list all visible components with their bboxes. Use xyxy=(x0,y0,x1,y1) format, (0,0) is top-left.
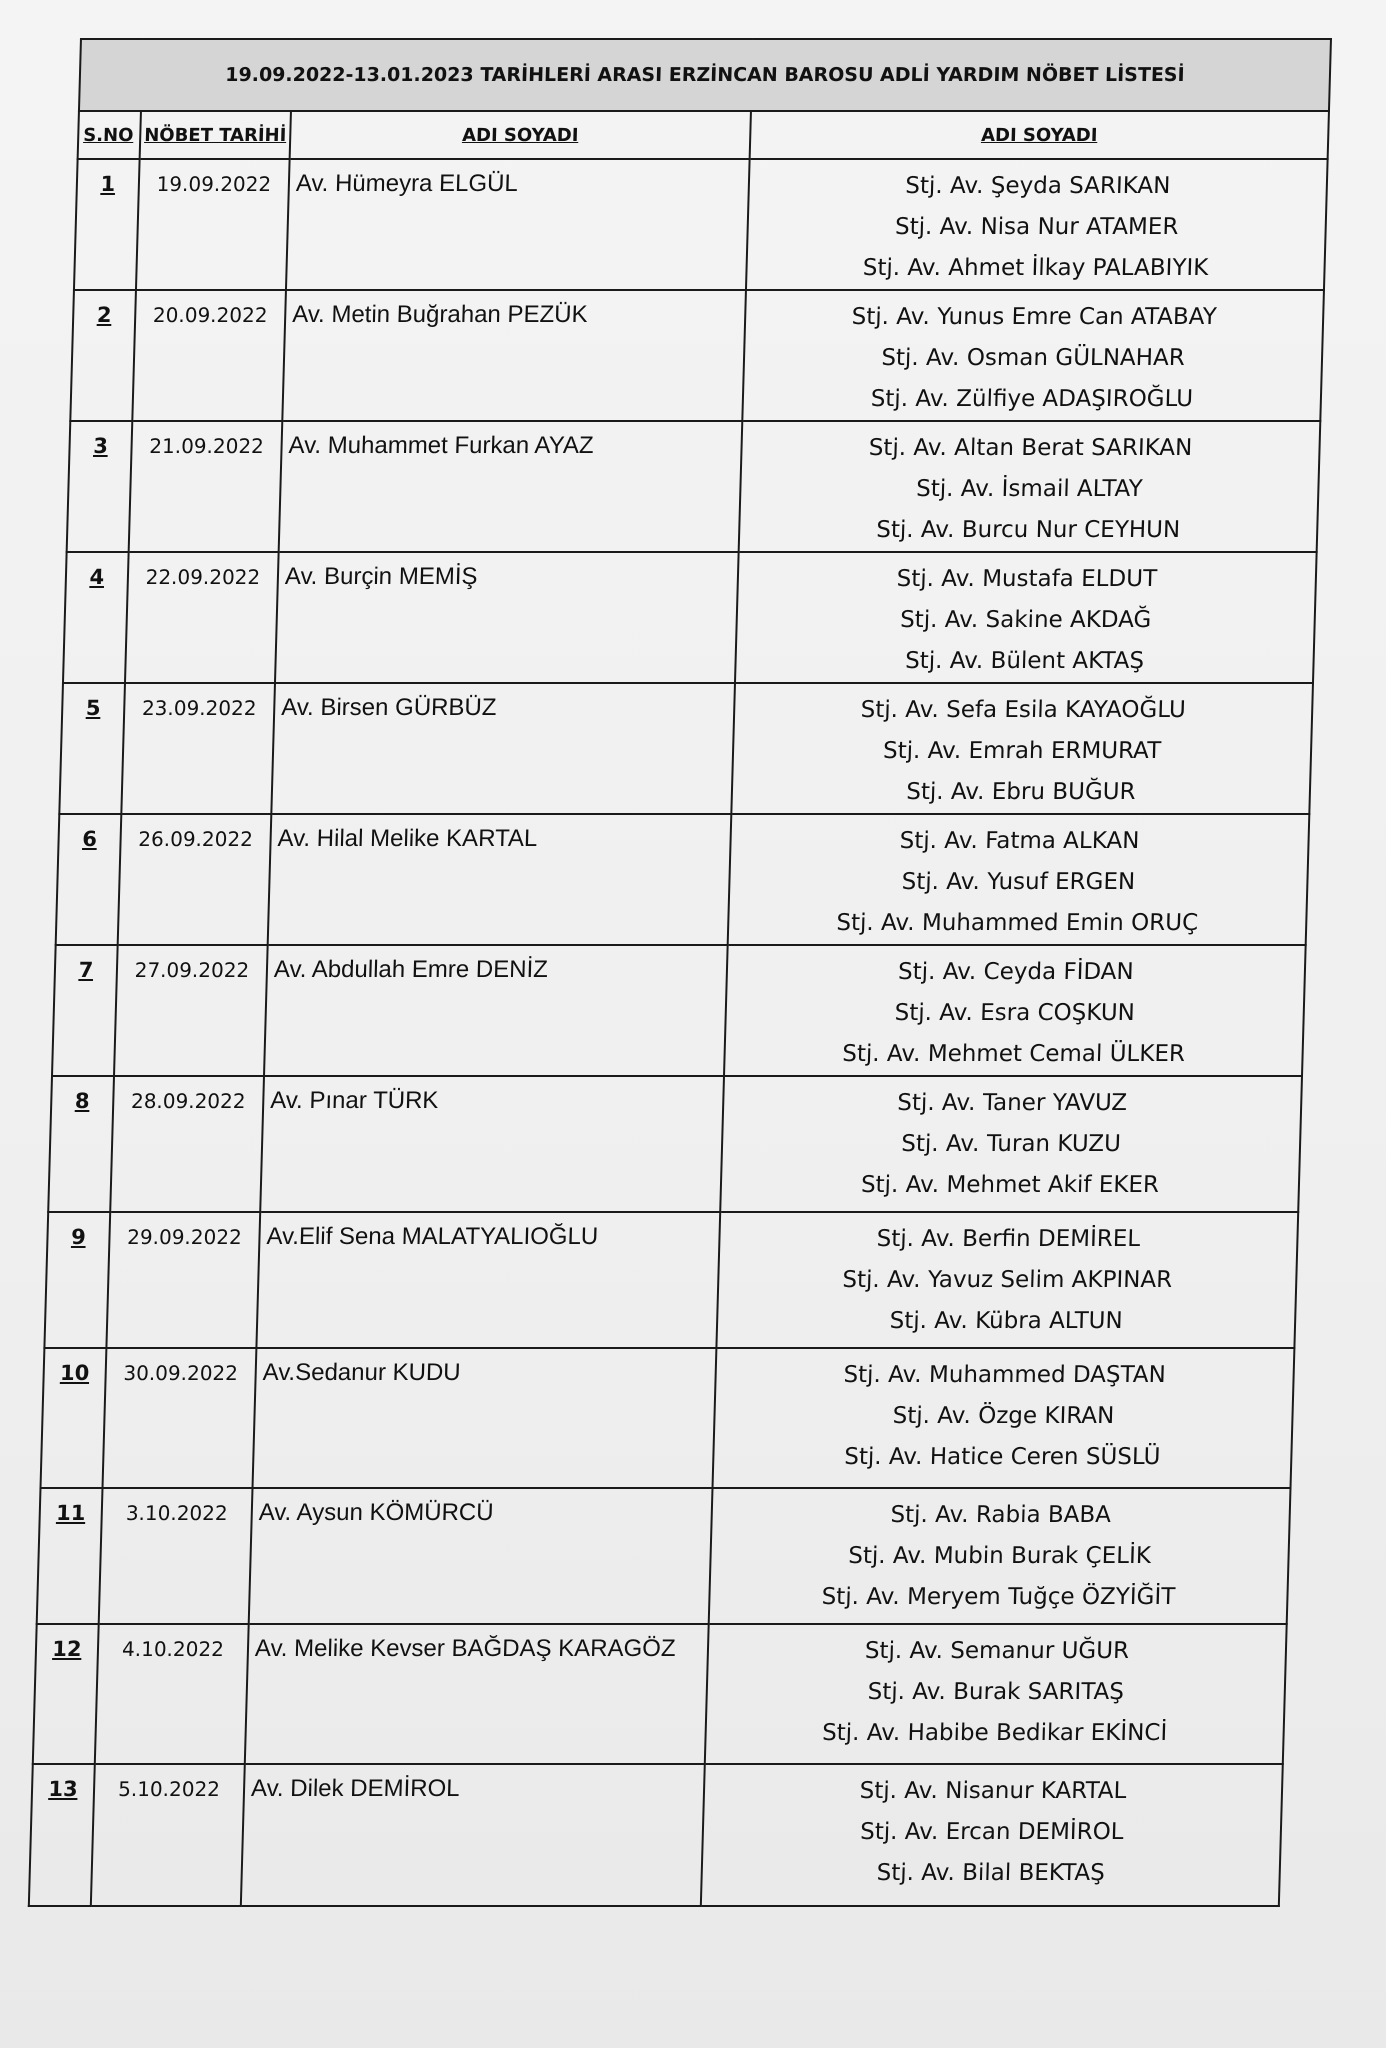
intern-name: Stj. Av. Mehmet Akif EKER xyxy=(860,1172,1160,1198)
header-lawyer: ADI SOYADI xyxy=(290,111,751,159)
lawyer-name: Av. Muhammet Furkan AYAZ xyxy=(279,421,743,552)
intern-name: Stj. Av. Nisanur KARTAL xyxy=(859,1778,1127,1804)
row-number: 1 xyxy=(74,159,140,290)
intern-name: Stj. Av. Kübra ALTUN xyxy=(889,1308,1123,1334)
row-number: 12 xyxy=(33,1624,99,1764)
intern-list xyxy=(739,421,1321,552)
intern-name: Stj. Av. Semanur UĞUR xyxy=(864,1638,1130,1664)
intern-list xyxy=(705,1624,1287,1764)
duty-date: 4.10.2022 xyxy=(95,1624,249,1764)
table-row xyxy=(52,945,1306,1076)
intern-name: Stj. Av. Yavuz Selim AKPINAR xyxy=(842,1267,1173,1293)
lawyer-name: Av.Elif Sena MALATYALIOĞLU xyxy=(256,1212,720,1348)
lawyer-name: Av. Birsen GÜRBÜZ xyxy=(271,683,735,814)
intern-name: Stj. Av. Ahmet İlkay PALABIYIK xyxy=(862,255,1209,281)
intern-list xyxy=(709,1488,1291,1624)
header-sno: S.NO xyxy=(78,111,141,159)
intern-list xyxy=(731,683,1313,814)
row-number: 9 xyxy=(44,1212,110,1348)
intern-list xyxy=(720,1076,1302,1212)
intern-name: Stj. Av. Hatice Ceren SÜSLÜ xyxy=(843,1444,1161,1470)
table-row xyxy=(37,1488,1291,1624)
table-row xyxy=(70,290,1324,421)
intern-name: Stj. Av. Altan Berat SARIKAN xyxy=(868,435,1193,461)
intern-name: Stj. Av. Burcu Nur CEYHUN xyxy=(875,517,1181,543)
row-number: 11 xyxy=(37,1488,103,1624)
duty-date: 28.09.2022 xyxy=(110,1076,264,1212)
intern-name: Stj. Av. Yusuf ERGEN xyxy=(901,869,1136,895)
table-row xyxy=(67,421,1321,552)
lawyer-name: Av. Hilal Melike KARTAL xyxy=(268,814,732,945)
intern-name: Stj. Av. Şeyda SARIKAN xyxy=(905,173,1171,199)
table-row xyxy=(29,1764,1283,1906)
table-row xyxy=(48,1076,1302,1212)
intern-name: Stj. Av. Esra COŞKUN xyxy=(894,1000,1136,1026)
row-number: 6 xyxy=(56,814,122,945)
intern-name: Stj. Av. İsmail ALTAY xyxy=(915,476,1143,502)
intern-list xyxy=(742,290,1324,421)
intern-name: Stj. Av. Özge KIRAN xyxy=(892,1403,1115,1429)
header-date: NÖBET TARİHİ xyxy=(140,111,291,159)
row-number: 3 xyxy=(67,421,133,552)
intern-list xyxy=(716,1212,1298,1348)
intern-list xyxy=(712,1348,1294,1488)
intern-name: Stj. Av. Mehmet Cemal ÜLKER xyxy=(841,1041,1186,1067)
intern-name: Stj. Av. Zülfiye ADAŞIROĞLU xyxy=(870,386,1194,412)
intern-list xyxy=(728,814,1310,945)
intern-name: Stj. Av. Burak SARITAŞ xyxy=(867,1679,1125,1705)
intern-name: Stj. Av. Fatma ALKAN xyxy=(899,828,1140,854)
lawyer-name: Av. Dilek DEMİROL xyxy=(241,1764,705,1906)
intern-name: Stj. Av. Mubin Burak ÇELİK xyxy=(847,1543,1152,1569)
duty-date: 3.10.2022 xyxy=(99,1488,253,1624)
intern-name: Stj. Av. Meryem Tuğçe ÖZYİĞİT xyxy=(821,1584,1176,1610)
intern-name: Stj. Av. Bülent AKTAŞ xyxy=(904,648,1145,674)
intern-name: Stj. Av. Taner YAVUZ xyxy=(897,1090,1128,1116)
duty-date: 20.09.2022 xyxy=(132,290,286,421)
intern-name: Stj. Av. Nisa Nur ATAMER xyxy=(894,214,1179,240)
intern-name: Stj. Av. Mustafa ELDUT xyxy=(896,566,1158,592)
intern-name: Stj. Av. Ercan DEMİROL xyxy=(859,1819,1124,1845)
lawyer-name: Av.Sedanur KUDU xyxy=(252,1348,716,1488)
intern-name: Stj. Av. Ceyda FİDAN xyxy=(897,959,1135,985)
intern-name: Stj. Av. Yunus Emre Can ATABAY xyxy=(851,304,1218,330)
row-number: 7 xyxy=(52,945,118,1076)
intern-name: Stj. Av. Bilal BEKTAŞ xyxy=(876,1860,1106,1886)
intern-name: Stj. Av. Muhammed Emin ORUÇ xyxy=(836,910,1199,936)
intern-name: Stj. Av. Turan KUZU xyxy=(900,1131,1122,1157)
lawyer-name: Av. Metin Buğrahan PEZÜK xyxy=(282,290,746,421)
lawyer-name: Av. Hümeyra ELGÜL xyxy=(286,159,750,290)
lawyer-name: Av. Burçin MEMİŞ xyxy=(275,552,739,683)
intern-name: Stj. Av. Ebru BUĞUR xyxy=(905,779,1136,805)
table-row xyxy=(40,1348,1294,1488)
title-row xyxy=(79,39,1331,111)
row-number: 8 xyxy=(48,1076,114,1212)
intern-name: Stj. Av. Berfin DEMİREL xyxy=(876,1226,1141,1252)
header-interns: ADI SOYADI xyxy=(750,111,1329,159)
header-row xyxy=(78,111,1329,159)
duty-date: 21.09.2022 xyxy=(129,421,283,552)
table-row xyxy=(59,683,1313,814)
duty-list-table-wrapper xyxy=(28,38,1330,1907)
intern-name: Stj. Av. Sefa Esila KAYAOĞLU xyxy=(860,697,1187,723)
duty-date: 30.09.2022 xyxy=(102,1348,256,1488)
intern-list xyxy=(701,1764,1283,1906)
intern-name: Stj. Av. Emrah ERMURAT xyxy=(882,738,1162,764)
intern-list xyxy=(724,945,1306,1076)
intern-name: Stj. Av. Sakine AKDAĞ xyxy=(899,607,1152,633)
duty-list-table xyxy=(28,38,1332,1907)
intern-list xyxy=(735,552,1317,683)
duty-date: 22.09.2022 xyxy=(125,552,279,683)
intern-name: Stj. Av. Rabia BABA xyxy=(890,1502,1112,1528)
row-number: 2 xyxy=(70,290,136,421)
table-row xyxy=(44,1212,1298,1348)
lawyer-name: Av. Abdullah Emre DENİZ xyxy=(264,945,728,1076)
duty-rows xyxy=(29,159,1328,1906)
duty-date: 26.09.2022 xyxy=(118,814,272,945)
table-row xyxy=(63,552,1317,683)
row-number: 10 xyxy=(40,1348,106,1488)
row-number: 4 xyxy=(63,552,129,683)
document-title: 19.09.2022-13.01.2023 TARİHLERİ ARASI ERZİNCAN BAROSU ADLİ YARDIM NÖBET LİSTESİ xyxy=(79,39,1331,111)
lawyer-name: Av. Pınar TÜRK xyxy=(260,1076,724,1212)
intern-name: Stj. Av. Muhammed DAŞTAN xyxy=(843,1362,1167,1388)
intern-name: Stj. Av. Osman GÜLNAHAR xyxy=(881,345,1186,371)
table-row xyxy=(56,814,1310,945)
row-number: 13 xyxy=(29,1764,95,1906)
row-number: 5 xyxy=(59,683,125,814)
table-row xyxy=(74,159,1328,290)
duty-date: 19.09.2022 xyxy=(136,159,290,290)
intern-list xyxy=(746,159,1328,290)
duty-date: 23.09.2022 xyxy=(121,683,275,814)
table-row xyxy=(33,1624,1287,1764)
duty-date: 27.09.2022 xyxy=(114,945,268,1076)
duty-date: 5.10.2022 xyxy=(91,1764,245,1906)
lawyer-name: Av. Aysun KÖMÜRCÜ xyxy=(249,1488,713,1624)
intern-name: Stj. Av. Habibe Bedikar EKİNCİ xyxy=(821,1720,1168,1746)
lawyer-name: Av. Melike Kevser BAĞDAŞ KARAGÖZ xyxy=(245,1624,709,1764)
duty-date: 29.09.2022 xyxy=(106,1212,260,1348)
